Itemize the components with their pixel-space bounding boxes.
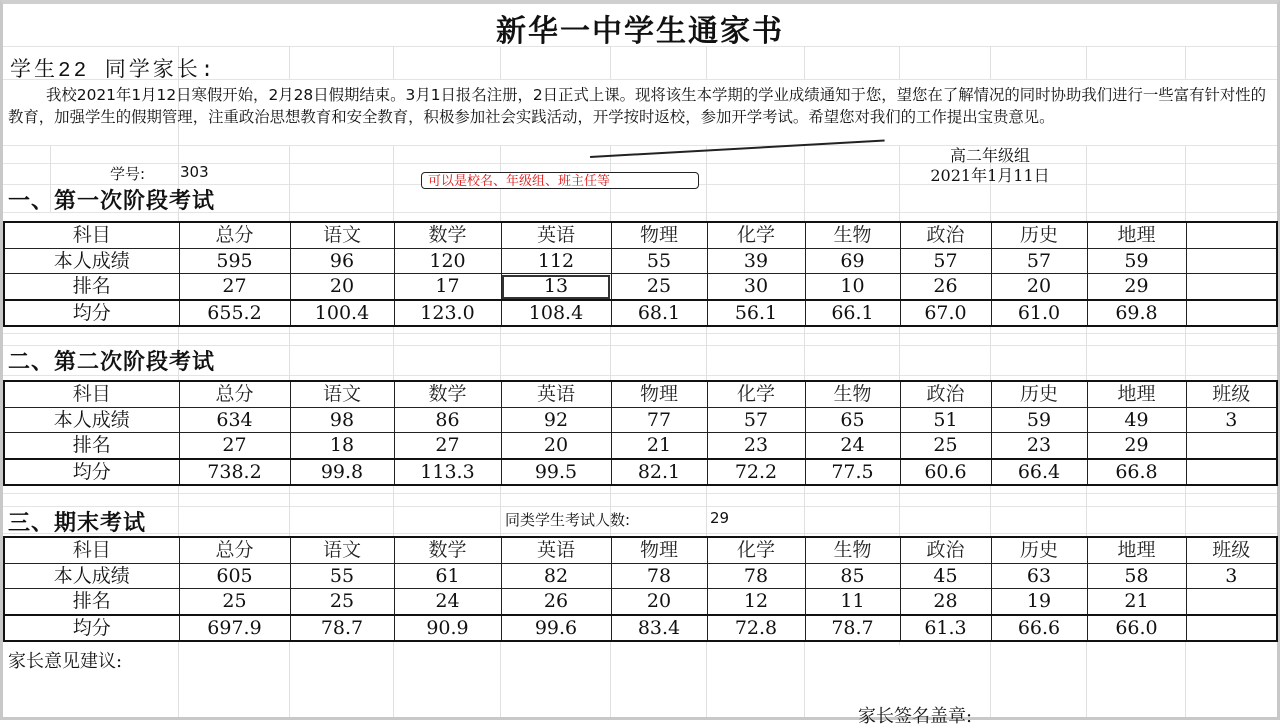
score-cell[interactable]: 78 — [707, 563, 805, 589]
score-cell[interactable]: 634 — [179, 407, 290, 433]
column-header[interactable]: 物理 — [611, 537, 707, 563]
score-cell[interactable]: 25 — [179, 589, 290, 615]
score-cell[interactable]: 27 — [179, 433, 290, 459]
column-header[interactable]: 班级 — [1186, 381, 1277, 407]
table-row — [4, 563, 1277, 589]
exam-2-table — [3, 380, 1278, 486]
score-cell[interactable]: 605 — [179, 563, 290, 589]
score-cell[interactable]: 26 — [501, 589, 611, 615]
score-cell[interactable]: 120 — [394, 248, 501, 274]
column-header[interactable]: 历史 — [991, 537, 1087, 563]
score-cell[interactable]: 60.6 — [900, 459, 991, 486]
column-header[interactable]: 政治 — [900, 381, 991, 407]
score-cell[interactable]: 83.4 — [611, 615, 707, 642]
score-cell[interactable]: 55 — [611, 248, 707, 274]
score-cell[interactable]: 108.4 — [501, 300, 611, 327]
score-cell[interactable]: 66.1 — [805, 300, 900, 327]
header-row — [4, 381, 1277, 407]
score-cell[interactable]: 72.8 — [707, 615, 805, 642]
column-header[interactable]: 化学 — [707, 537, 805, 563]
score-cell[interactable]: 72.2 — [707, 459, 805, 486]
table-row — [4, 615, 1277, 642]
column-header[interactable]: 生物 — [805, 537, 900, 563]
score-cell[interactable]: 77 — [611, 407, 707, 433]
score-cell[interactable]: 66.8 — [1087, 459, 1186, 486]
table-row — [4, 433, 1277, 459]
score-cell[interactable]: 112 — [501, 248, 611, 274]
column-header[interactable]: 生物 — [805, 222, 900, 248]
score-cell[interactable]: 21 — [611, 433, 707, 459]
row-label[interactable]: 本人成绩 — [4, 563, 179, 589]
score-cell[interactable]: 78 — [611, 563, 707, 589]
score-cell[interactable]: 25 — [290, 589, 394, 615]
column-header[interactable]: 历史 — [991, 381, 1087, 407]
exam-3-table — [3, 536, 1278, 642]
score-cell[interactable] — [1186, 589, 1277, 615]
score-cell[interactable]: 59 — [991, 407, 1087, 433]
column-header[interactable]: 政治 — [900, 537, 991, 563]
exam-1-table — [3, 221, 1278, 327]
score-cell[interactable]: 65 — [805, 407, 900, 433]
score-cell[interactable]: 20 — [991, 274, 1087, 300]
score-cell[interactable]: 29 — [1087, 433, 1186, 459]
score-cell[interactable]: 20 — [290, 274, 394, 300]
organization-name: 高二年级组 — [949, 146, 1030, 165]
score-cell[interactable]: 99.8 — [290, 459, 394, 486]
score-cell[interactable]: 82.1 — [611, 459, 707, 486]
column-header[interactable]: 班级 — [1186, 537, 1277, 563]
exam-2-heading: 二、第二次阶段考试 — [8, 349, 216, 375]
comment-callout[interactable]: 可以是校名、年级组、班主任等 — [421, 172, 699, 189]
score-cell[interactable]: 63 — [991, 563, 1087, 589]
score-cell[interactable]: 23 — [991, 433, 1087, 459]
row-label[interactable]: 均分 — [4, 459, 179, 486]
column-header[interactable]: 总分 — [179, 222, 290, 248]
score-cell[interactable] — [1186, 300, 1277, 327]
column-header[interactable]: 总分 — [179, 381, 290, 407]
parent-comment-label: 家长意见建议: — [8, 651, 123, 672]
header-row — [4, 537, 1277, 563]
column-header[interactable]: 地理 — [1087, 222, 1186, 248]
score-cell[interactable]: 26 — [900, 274, 991, 300]
header-row — [4, 222, 1277, 248]
score-cell[interactable]: 61.0 — [991, 300, 1087, 327]
score-cell[interactable]: 57 — [991, 248, 1087, 274]
score-cell[interactable]: 19 — [991, 589, 1087, 615]
table-row — [4, 589, 1277, 615]
score-cell[interactable]: 24 — [394, 589, 501, 615]
score-cell[interactable]: 11 — [805, 589, 900, 615]
greeting: 学生22 同学家长: — [10, 60, 217, 83]
score-cell[interactable]: 67.0 — [900, 300, 991, 327]
score-cell[interactable]: 29 — [1087, 274, 1186, 300]
score-cell[interactable]: 697.9 — [179, 615, 290, 642]
score-cell[interactable] — [1186, 248, 1277, 274]
score-cell[interactable]: 17 — [394, 274, 501, 300]
score-cell[interactable]: 123.0 — [394, 300, 501, 327]
score-cell[interactable]: 82 — [501, 563, 611, 589]
exam-1-heading: 一、第一次阶段考试 — [8, 188, 216, 214]
score-cell[interactable]: 55 — [290, 563, 394, 589]
student-id-label: 学号: — [110, 165, 146, 183]
score-cell[interactable]: 30 — [707, 274, 805, 300]
score-cell[interactable]: 49 — [1087, 407, 1186, 433]
score-cell[interactable]: 18 — [290, 433, 394, 459]
score-cell[interactable]: 27 — [394, 433, 501, 459]
score-cell[interactable]: 39 — [707, 248, 805, 274]
exam-3-heading: 三、期末考试 — [8, 510, 147, 536]
peer-count-value: 29 — [710, 509, 730, 527]
score-cell[interactable]: 21 — [1087, 589, 1186, 615]
score-cell[interactable]: 738.2 — [179, 459, 290, 486]
row-label[interactable]: 排名 — [4, 274, 179, 300]
score-cell[interactable]: 69.8 — [1087, 300, 1186, 327]
score-cell[interactable]: 68.1 — [611, 300, 707, 327]
column-header[interactable]: 政治 — [900, 222, 991, 248]
parent-signature-label: 家长签名盖章: — [858, 706, 973, 727]
row-label[interactable]: 本人成绩 — [4, 248, 179, 274]
row-label[interactable]: 排名 — [4, 589, 179, 615]
column-header[interactable]: 语文 — [290, 537, 394, 563]
column-header[interactable]: 化学 — [707, 222, 805, 248]
selected-cell[interactable]: 13 — [501, 274, 611, 300]
score-cell[interactable] — [1186, 274, 1277, 300]
column-header[interactable]: 语文 — [290, 381, 394, 407]
score-cell[interactable]: 98 — [290, 407, 394, 433]
score-cell[interactable]: 595 — [179, 248, 290, 274]
page-title: 新华一中学生通家书 — [496, 14, 784, 49]
column-header[interactable]: 地理 — [1087, 381, 1186, 407]
column-header[interactable]: 化学 — [707, 381, 805, 407]
score-cell[interactable]: 25 — [611, 274, 707, 300]
issue-date: 2021年1月11日 — [930, 166, 1050, 185]
score-cell[interactable]: 51 — [900, 407, 991, 433]
score-cell[interactable]: 28 — [900, 589, 991, 615]
score-cell[interactable]: 61 — [394, 563, 501, 589]
score-cell[interactable]: 66.4 — [991, 459, 1087, 486]
table-row — [4, 248, 1277, 274]
column-header[interactable]: 语文 — [290, 222, 394, 248]
score-cell[interactable]: 90.9 — [394, 615, 501, 642]
table-row — [4, 459, 1277, 486]
column-header[interactable]: 英语 — [501, 381, 611, 407]
column-header[interactable]: 科目 — [4, 537, 179, 563]
column-header[interactable]: 总分 — [179, 537, 290, 563]
student-id-value: 303 — [180, 163, 209, 181]
score-cell[interactable]: 20 — [611, 589, 707, 615]
column-header[interactable]: 物理 — [611, 222, 707, 248]
score-cell[interactable]: 69 — [805, 248, 900, 274]
score-cell[interactable]: 113.3 — [394, 459, 501, 486]
score-cell[interactable]: 78.7 — [290, 615, 394, 642]
score-cell[interactable] — [1186, 459, 1277, 486]
score-cell[interactable]: 23 — [707, 433, 805, 459]
table-row — [4, 300, 1277, 327]
class-cell[interactable]: 3 — [1186, 407, 1277, 433]
score-cell[interactable]: 99.5 — [501, 459, 611, 486]
score-cell[interactable]: 58 — [1087, 563, 1186, 589]
score-cell[interactable]: 59 — [1087, 248, 1186, 274]
peer-count-label: 同类学生考试人数: — [505, 511, 631, 529]
score-cell[interactable]: 85 — [805, 563, 900, 589]
column-header[interactable]: 生物 — [805, 381, 900, 407]
score-cell[interactable] — [1186, 433, 1277, 459]
score-cell[interactable]: 100.4 — [290, 300, 394, 327]
score-cell[interactable]: 57 — [900, 248, 991, 274]
score-cell[interactable]: 92 — [501, 407, 611, 433]
column-header[interactable]: 地理 — [1087, 537, 1186, 563]
score-cell[interactable]: 96 — [290, 248, 394, 274]
score-cell[interactable]: 77.5 — [805, 459, 900, 486]
score-cell[interactable]: 66.0 — [1087, 615, 1186, 642]
score-cell[interactable]: 56.1 — [707, 300, 805, 327]
score-cell[interactable]: 78.7 — [805, 615, 900, 642]
score-cell[interactable]: 99.6 — [501, 615, 611, 642]
score-cell[interactable]: 655.2 — [179, 300, 290, 327]
empty-cell[interactable] — [1186, 222, 1277, 248]
table-row — [4, 274, 1277, 300]
score-cell[interactable]: 45 — [900, 563, 991, 589]
column-header[interactable]: 数学 — [394, 222, 501, 248]
table-row — [4, 407, 1277, 433]
score-cell[interactable]: 86 — [394, 407, 501, 433]
column-header[interactable]: 数学 — [394, 381, 501, 407]
column-header[interactable]: 科目 — [4, 381, 179, 407]
score-cell[interactable]: 24 — [805, 433, 900, 459]
column-header[interactable]: 物理 — [611, 381, 707, 407]
class-cell[interactable]: 3 — [1186, 563, 1277, 589]
column-header[interactable]: 科目 — [4, 222, 179, 248]
score-cell[interactable]: 12 — [707, 589, 805, 615]
row-label[interactable]: 排名 — [4, 433, 179, 459]
score-cell[interactable]: 66.6 — [991, 615, 1087, 642]
score-cell[interactable]: 27 — [179, 274, 290, 300]
row-label[interactable]: 均分 — [4, 300, 179, 327]
score-cell[interactable]: 57 — [707, 407, 805, 433]
score-cell[interactable]: 10 — [805, 274, 900, 300]
row-label[interactable]: 本人成绩 — [4, 407, 179, 433]
score-cell[interactable] — [1186, 615, 1277, 642]
score-cell[interactable]: 61.3 — [900, 615, 991, 642]
notice-paragraph: 我校2021年1月12日寒假开始，2月28日假期结束。3月1日报名注册，2日正式上课。现将该生本学期的学业成绩通知于您，望您在了解情况的同时协助我们进行一些富有针对性的教育，加强学生的假期管理，注重政治思想教育和安全教育，积极参加社会实践活动，开学按时返校，参加开学考试。希望您对我们的工作提出宝贵意见。 — [8, 86, 1267, 126]
column-header[interactable]: 英语 — [501, 537, 611, 563]
score-cell[interactable]: 20 — [501, 433, 611, 459]
score-cell[interactable]: 25 — [900, 433, 991, 459]
column-header[interactable]: 历史 — [991, 222, 1087, 248]
row-label[interactable]: 均分 — [4, 615, 179, 642]
column-header[interactable]: 英语 — [501, 222, 611, 248]
column-header[interactable]: 数学 — [394, 537, 501, 563]
